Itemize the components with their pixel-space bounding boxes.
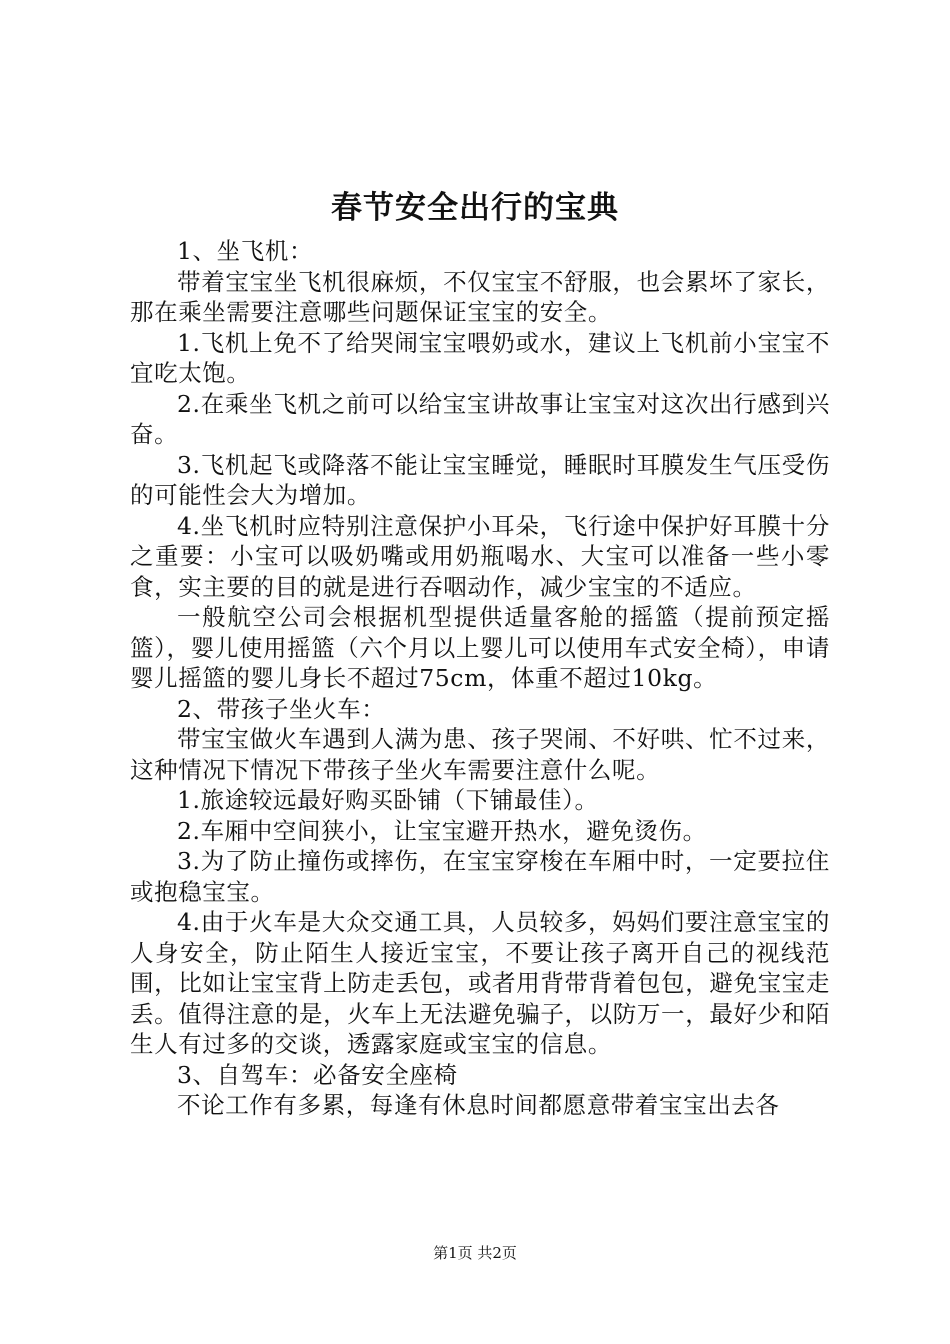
list-item: 3.为了防止撞伤或摔伤，在宝宝穿梭在车厢中时，一定要拉住或抱稳宝宝。 (130, 847, 830, 906)
list-item: 4.坐飞机时应特别注意保护小耳朵，飞行途中保护好耳膜十分之重要：小宝可以吸奶嘴或用奶瓶喝水、大宝可以准备一些小零食，实主要的目的就是进行吞咽动作，减少宝宝的不适应。 (130, 511, 830, 601)
list-item: 1.旅途较远最好购买卧铺（下铺最佳）。 (177, 786, 599, 814)
page-footer: 第1页 共2页 (433, 1244, 517, 1262)
section-heading-airplane: 1、坐飞机： (177, 237, 314, 265)
section-heading-self-drive: 3、自驾车：必备安全座椅 (177, 1060, 458, 1089)
list-item: 4.由于火车是大众交通工具，人员较多，妈妈们要注意宝宝的人身安全，防止陌生人接近宝宝，不要让孩子离开自己的视线范围，比如让宝宝背上防走丢包，或者用背带背着包包，避免宝宝走丢。值得注意的是，火车上无法避免骗子，以防万一，最好少和陌生人有过多的交谈，透露家庭或宝宝的信息。 (130, 908, 830, 1058)
paragraph: 不论工作有多累，每逢有休息时间都愿意带着宝宝出去各 (177, 1091, 780, 1119)
list-item: 3.飞机起飞或降落不能让宝宝睡觉，睡眠时耳膜发生气压受伤的可能性会大为增加。 (130, 450, 830, 509)
paragraph: 带宝宝做火车遇到人满为患、孩子哭闹、不好哄、忙不过来，这种情况下情况下带孩子坐火车需要注意什么呢。 (130, 725, 830, 784)
list-item: 2.在乘坐飞机之前可以给宝宝讲故事让宝宝对这次出行感到兴奋。 (130, 389, 830, 448)
list-item: 1.飞机上免不了给哭闹宝宝喂奶或水，建议上飞机前小宝宝不宜吃太饱。 (130, 328, 830, 387)
paragraph: 带着宝宝坐飞机很麻烦，不仅宝宝不舒服，也会累坏了家长，那在乘坐需要注意哪些问题保证宝宝的安全。 (130, 267, 830, 326)
document-body (130, 236, 830, 1121)
paragraph: 一般航空公司会根据机型提供适量客舱的摇篮（提前预定摇篮），婴儿使用摇篮（六个月以上婴儿可以使用车式安全椅），申请婴儿摇篮的婴儿身长不超过75cm，体重不超过10kg。 (130, 603, 830, 692)
document-title: 春节安全出行的宝典 (331, 190, 619, 226)
list-item: 2.车厢中空间狭小，让宝宝避开热水，避免烫伤。 (177, 816, 707, 845)
section-heading-train: 2、带孩子坐火车： (177, 694, 386, 723)
